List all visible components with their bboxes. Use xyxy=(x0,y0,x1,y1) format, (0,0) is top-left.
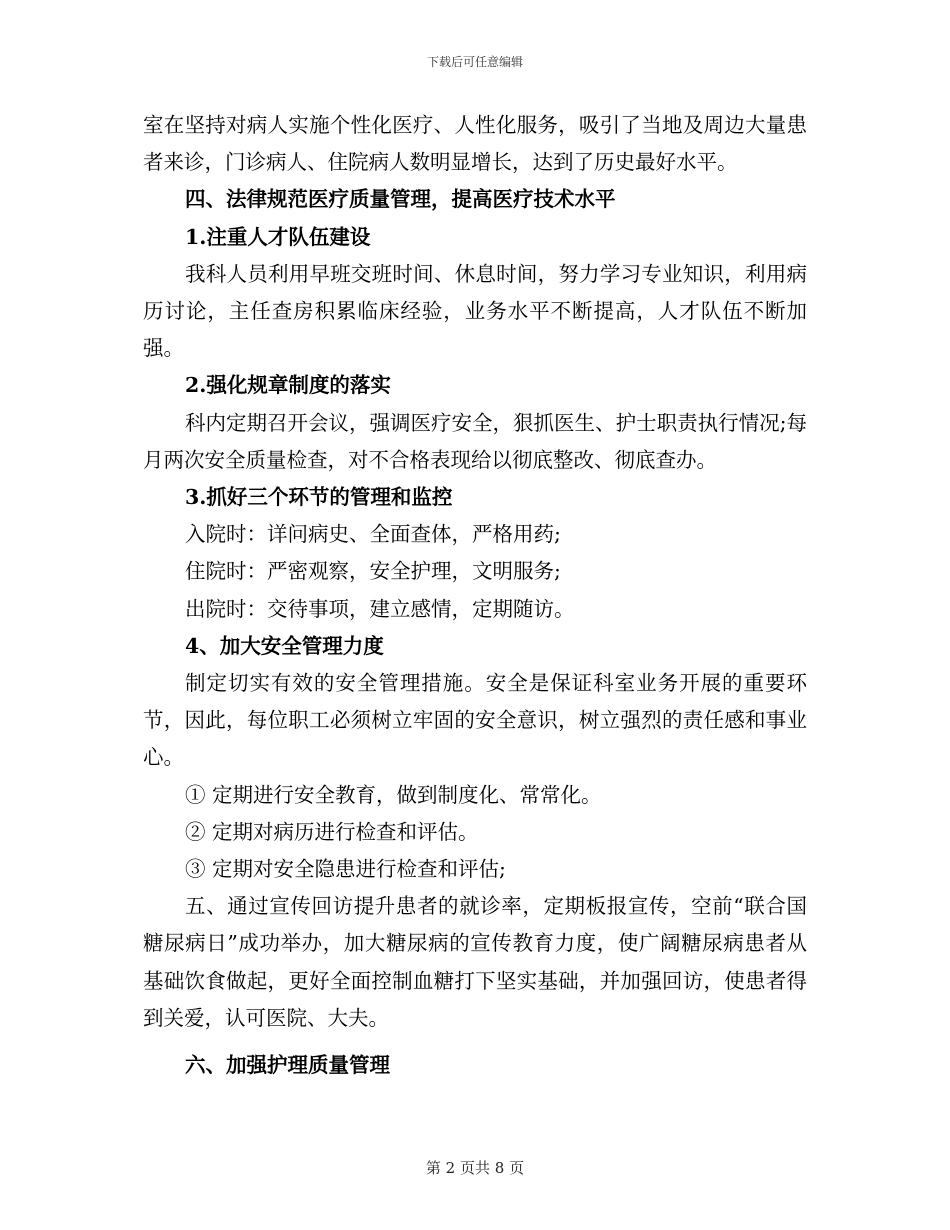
list-item: 住院时：严密观察，安全护理，文明服务; xyxy=(185,559,561,584)
page-footer: 第 2 页共 8 页 xyxy=(425,1159,525,1177)
paragraph: 五、通过宣传回访提升患者的就诊率，定期板报宣传，空前“联合国糖尿病日”成功举办，加大糖尿病的宣传教育力度，使广阔糖尿病患者从基础饮食做起，更好全面控制血糖打下坚实基础，并加强回访，使患者得到关爱，认可医院、大夫。 xyxy=(143,894,807,1030)
page-header: 下载后可任意编辑 xyxy=(426,55,523,69)
list-item: ① 定期进行安全教育，做到制度化、常常化。 xyxy=(185,782,602,807)
document-body xyxy=(143,107,807,1084)
list-item: 出院时：交待事项，建立感情，定期随访。 xyxy=(185,596,575,621)
section-heading: 四、法律规范医疗质量管理，提高医疗技术水平 xyxy=(185,187,616,212)
section-heading: 六、加强护理质量管理 xyxy=(185,1053,390,1078)
list-item: 入院时：详问病史、全面查体，严格用药; xyxy=(185,522,561,547)
spacer xyxy=(143,1037,807,1047)
list-item: ③ 定期对安全隐患进行检查和评估; xyxy=(185,857,506,882)
paragraph: 室在坚持对病人实施个性化医疗、人性化服务，吸引了当地及周边大量患者来诊，门诊病人、住院病人数明显增长，达到了历史最好水平。 xyxy=(143,113,807,175)
subsection-heading: 4、加大安全管理力度 xyxy=(185,633,384,658)
paragraph: 科内定期召开会议，强调医疗安全，狠抓医生、护士职责执行情况;每月两次安全质量检查，对不合格表现给以彻底整改、彻底查办。 xyxy=(143,410,807,472)
subsection-heading: 3.抓好三个环节的管理和监控 xyxy=(185,485,453,510)
paragraph: 我科人员利用早班交班时间、休息时间，努力学习专业知识，利用病历讨论，主任查房积累临床经验，业务水平不断提高，人才队伍不断加强。 xyxy=(143,261,807,361)
list-item: ② 定期对病历进行检查和评估。 xyxy=(185,819,479,844)
subsection-heading: 1.注重人才队伍建设 xyxy=(185,224,371,249)
subsection-heading: 2.强化规章制度的落实 xyxy=(185,373,391,398)
paragraph: 制定切实有效的安全管理措施。安全是保证科室业务开展的重要环节，因此，每位职工必须树立牢固的安全意识，树立强烈的责任感和事业心。 xyxy=(143,671,807,770)
